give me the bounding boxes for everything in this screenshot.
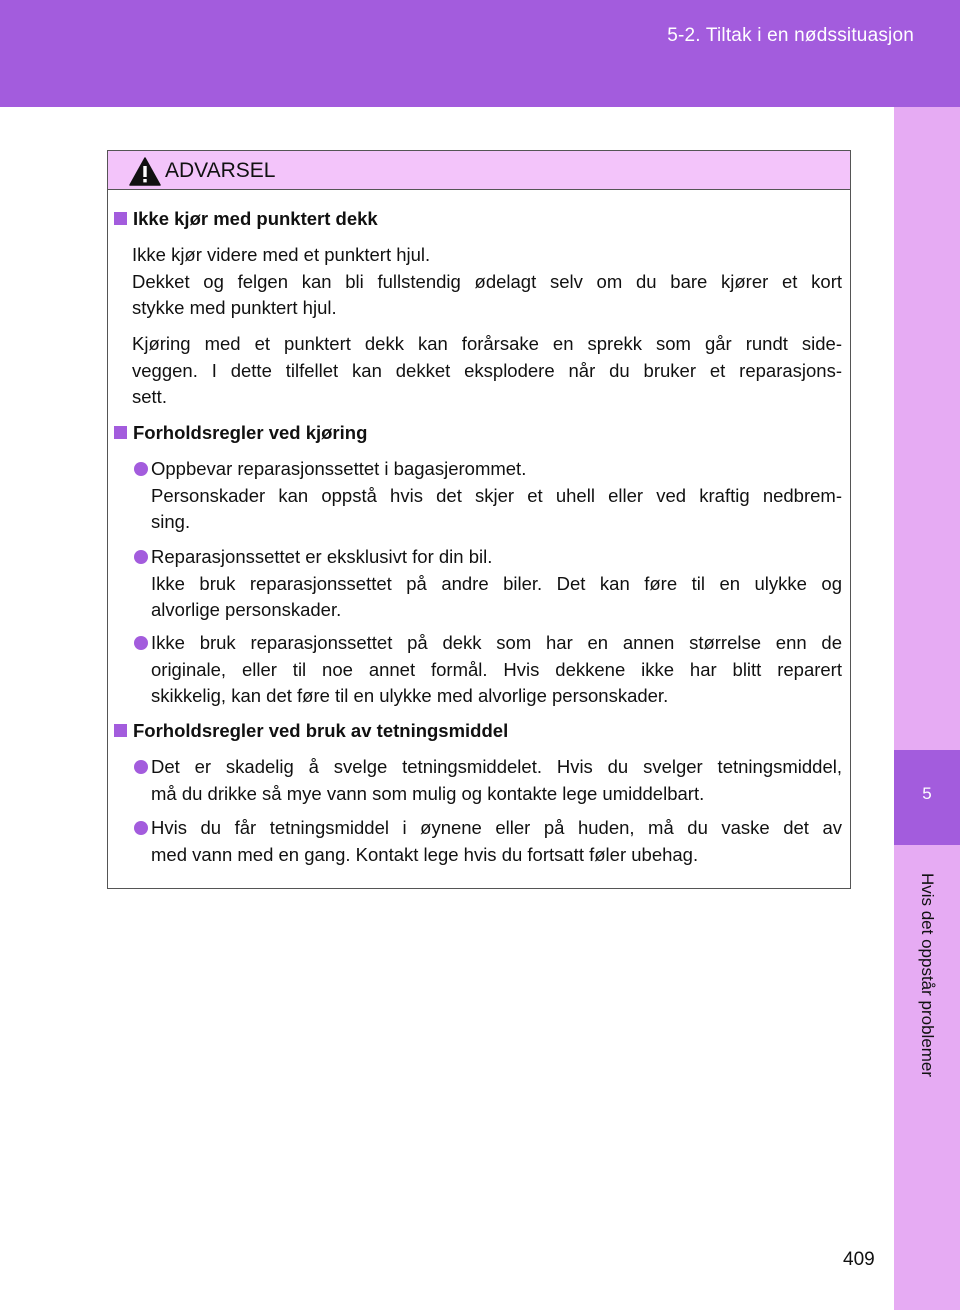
square-bullet-icon	[114, 426, 127, 439]
square-bullet-icon	[114, 724, 127, 737]
header-band	[0, 0, 960, 107]
list-item: Ikke bruk reparasjonssettet på dekk som har en annen størrelse enn de originale, eller til noe annet formål. Hvis dekkene ikke har blitt reparert skikkelig, kan det føre til en ulykke med alvorlige personskader.	[151, 632, 842, 706]
circle-bullet-icon	[134, 760, 148, 774]
section-heading: Forholdsregler ved kjøring	[114, 422, 367, 444]
warning-triangle-icon	[129, 157, 161, 186]
page-number: 409	[843, 1249, 875, 1270]
circle-bullet-icon	[134, 462, 148, 476]
list-item: Oppbevar reparasjonssettet i bagasjerommet. Personskader kan oppstå hvis det skjer et uhell eller ved kraftig nedbrem- sing.	[151, 458, 842, 532]
chapter-number: 5	[922, 784, 932, 803]
list-item: Det er skadelig å svelge tetningsmiddelet. Hvis du svelger tetningsmiddel, må du drikke så mye vann som mulig og kontakte lege umiddelbart.	[151, 756, 842, 804]
paragraph: Kjøring med et punktert dekk kan forårsake en sprekk som går rundt side- veggen. I dette tilfellet kan dekket eksplodere når du bruker et reparasjons- sett.	[132, 333, 842, 407]
circle-bullet-icon	[134, 636, 148, 650]
circle-bullet-icon	[134, 550, 148, 564]
section-heading: Ikke kjør med punktert dekk	[114, 208, 378, 230]
warning-title: ADVARSEL	[165, 159, 276, 182]
circle-bullet-icon	[134, 821, 148, 835]
warning-box	[107, 150, 851, 889]
paragraph: Ikke kjør videre med et punktert hjul. Dekket og felgen kan bli fullstendig ødelagt selv om du bare kjører et kort stykke med punktert hjul.	[132, 244, 842, 318]
list-item: Reparasjonssettet er eksklusivt for din bil. Ikke bruk reparasjonssettet på andre biler. Det kan føre til en ulykke og alvorlige personskader.	[151, 546, 842, 620]
warning-header	[108, 151, 850, 190]
section-title: 5-2. Tiltak i en nødssituasjon	[667, 25, 914, 46]
square-bullet-icon	[114, 212, 127, 225]
chapter-side-tab	[894, 107, 960, 1310]
chapter-number-block	[894, 750, 960, 845]
chapter-label: Hvis det oppstår problemer	[918, 872, 937, 1078]
section-heading: Forholdsregler ved bruk av tetningsmiddel	[114, 720, 508, 742]
list-item: Hvis du får tetningsmiddel i øynene eller på huden, må du vaske det av med vann med en gang. Kontakt lege hvis du fortsatt føler ubehag.	[151, 817, 842, 865]
